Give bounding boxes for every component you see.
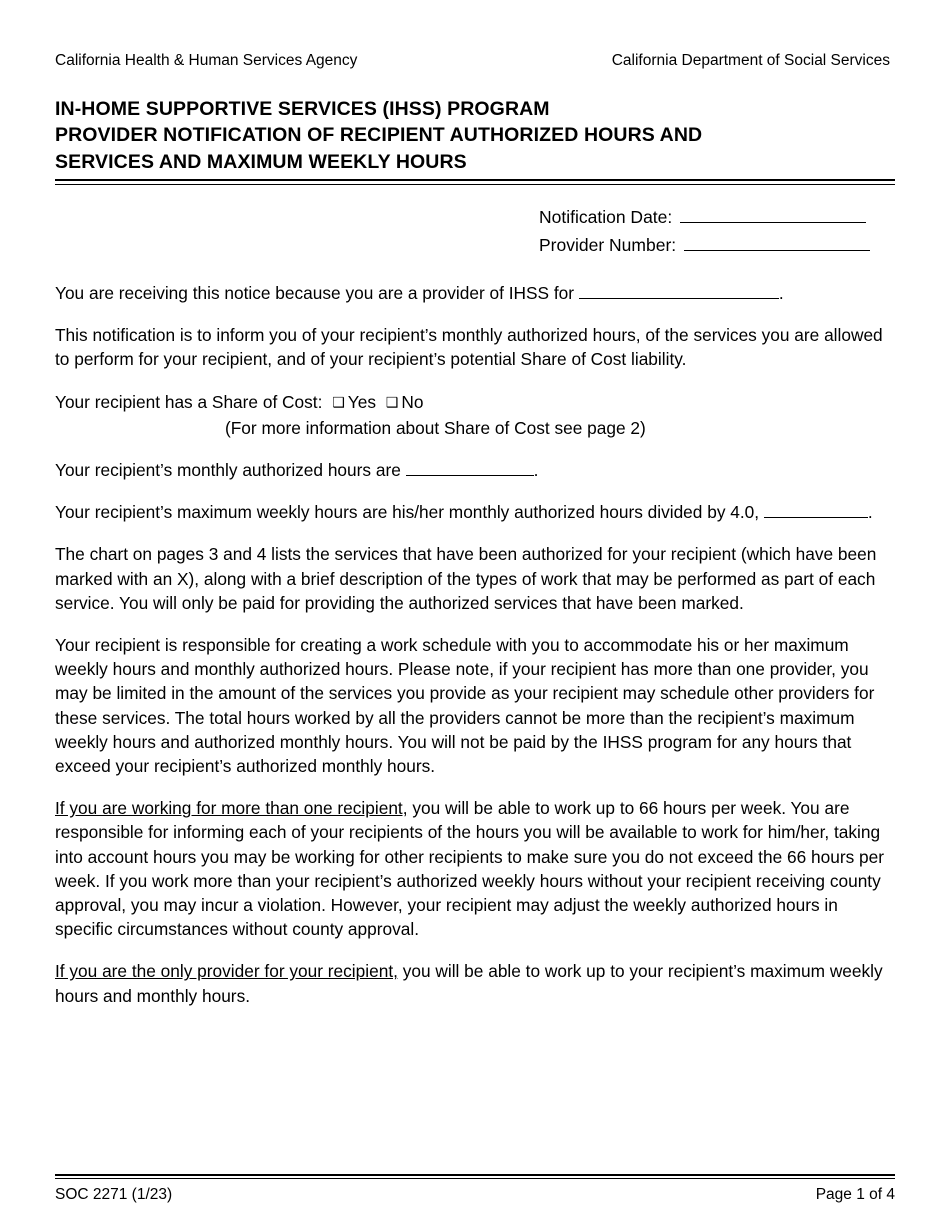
p4-text-before: Your recipient’s monthly authorized hours are	[55, 459, 406, 480]
title-line-3: SERVICES AND MAXIMUM WEEKLY HOURS	[55, 150, 467, 173]
title-line-1: IN-HOME SUPPORTIVE SERVICES (IHSS) PROGRAM	[55, 98, 550, 120]
maximum-weekly-hours-field[interactable]	[764, 504, 868, 518]
paragraph-services-chart: The chart on pages 3 and 4 lists the services that have been authorized for your recipient (which have been marked with an X), along with a brief description of the types of work that may be performed as part of each service. You will only be paid for providing the authorized services that have been marked.	[55, 544, 877, 613]
notification-date-label: Notification Date:	[539, 206, 673, 227]
recipient-name-field[interactable]	[579, 285, 779, 299]
paragraph-multiple-recipients	[55, 796, 895, 941]
agency-header	[55, 52, 895, 70]
notification-date-row	[539, 203, 866, 231]
title-divider	[55, 179, 895, 185]
share-of-cost-note: (For more information about Share of Cost see page 2)	[225, 417, 646, 438]
agency-name-right: California Department of Social Services	[611, 52, 890, 69]
provider-number-row	[539, 231, 870, 259]
title-line-2: PROVIDER NOTIFICATION OF RECIPIENT AUTHORIZED HOURS AND	[55, 124, 703, 147]
p1-text-after: .	[778, 282, 784, 303]
paragraph-only-provider	[55, 959, 895, 1007]
page-title	[55, 96, 895, 175]
provider-number-field[interactable]	[684, 235, 870, 251]
share-of-cost-label: Your recipient has a Share of Cost:	[55, 391, 323, 412]
p4-text-after: .	[533, 459, 539, 480]
agency-name-left: California Health & Human Services Agency	[55, 52, 358, 69]
paragraph-monthly-hours	[55, 458, 895, 482]
checkbox-no-icon[interactable]: ❑	[385, 394, 399, 411]
p5-text-before: Your recipient’s maximum weekly hours are his/her monthly authorized hours divided by 4.0,	[55, 502, 764, 523]
page-footer	[55, 1174, 895, 1204]
paragraph-work-schedule: Your recipient is responsible for creating a work schedule with you to accommodate his or her maximum weekly hours and monthly authorized hours. Please note, if your recipient has more than one provider, you may be limited in the amount of the services you provide as your recipient may schedule other providers for these services. The total hours worked by all the providers cannot be more than the recipient’s maximum weekly hours and authorized monthly hours. You will not be paid by the IHSS program for any hours that exceed your recipient’s authorized monthly hours.	[55, 634, 875, 776]
footer-divider	[55, 1174, 895, 1179]
notification-meta	[55, 203, 895, 259]
provider-number-label: Provider Number:	[539, 234, 677, 255]
form-id: SOC 2271 (1/23)	[55, 1186, 173, 1203]
share-of-cost-no-label: No	[401, 391, 424, 412]
paragraph-provider-of	[55, 281, 895, 305]
document-body	[55, 281, 895, 1008]
paragraph-weekly-hours	[55, 500, 895, 524]
paragraph-share-of-cost	[55, 390, 895, 440]
only-provider-text: you will be able to work up to your recipient’s maximum weekly hours and monthly hours.	[55, 961, 883, 1006]
notification-date-field[interactable]	[680, 207, 866, 223]
only-provider-lead: If you are the only provider for your recipient,	[55, 961, 398, 982]
p5-text-after: .	[867, 502, 873, 523]
multiple-recipients-lead: If you are working for more than one recipient,	[55, 798, 408, 819]
p1-text-before: You are receiving this notice because you are a provider of IHSS for	[55, 282, 579, 303]
share-of-cost-yes-label: Yes	[347, 391, 376, 412]
multiple-recipients-text: you will be able to work up to 66 hours per week. You are responsible for informing each of your recipients of the hours you will be available to work for him/her, taking into account hours you may be working for other recipients to make sure you do not exceed the 66 hours per week. If you work more than your recipient’s authorized weekly hours without your recipient receiving county approval, you may incur a violation. However, your recipient may adjust the weekly authorized hours in specific circumstances without county approval.	[55, 798, 885, 940]
monthly-authorized-hours-field[interactable]	[406, 462, 534, 476]
page-number: Page 1 of 4	[815, 1186, 895, 1203]
footer-row	[55, 1186, 895, 1204]
checkbox-yes-icon[interactable]: ❑	[332, 394, 345, 411]
paragraph-notification-purpose: This notification is to inform you of your recipient’s monthly authorized hours, of the services you are allowed to perform for your recipient, and of your recipient’s potential Share of Cost liability.	[55, 325, 883, 370]
